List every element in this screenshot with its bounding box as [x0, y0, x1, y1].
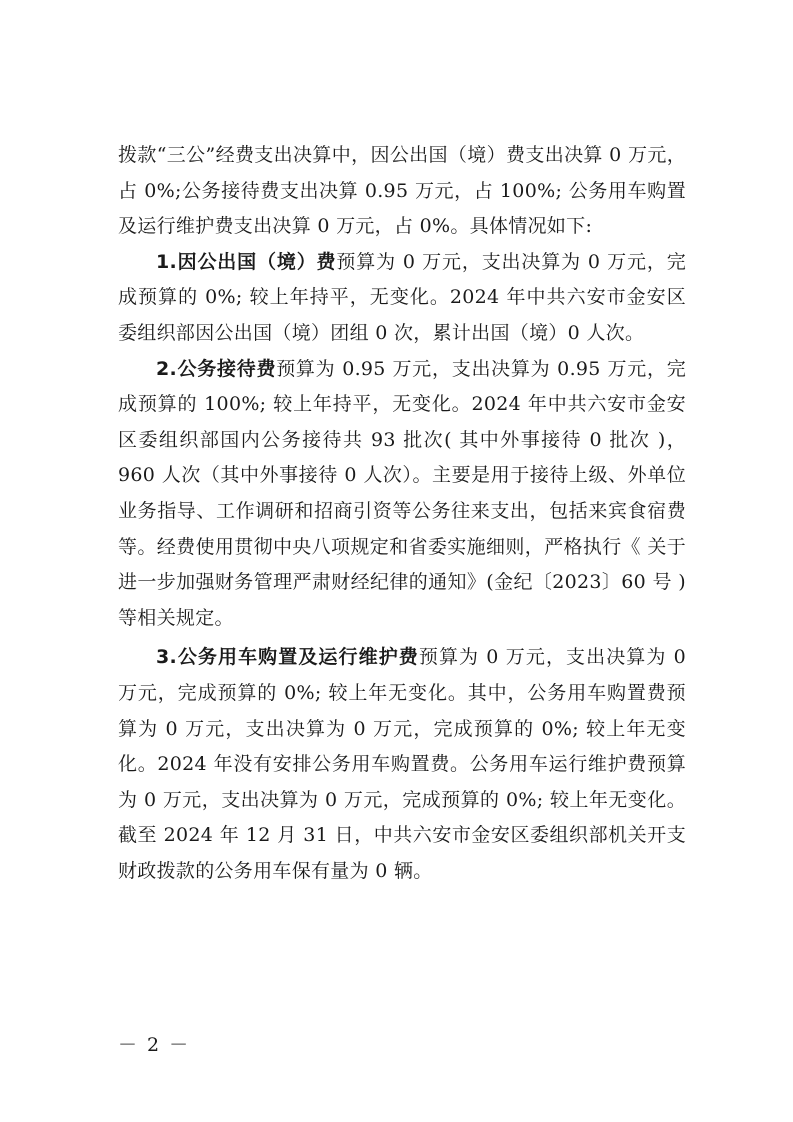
paragraph-vehicles-text: 预算为 0 万元，支出决算为 0 万元，完成预算的 0%; 较上年无变化。其中，公务用车购置费预算为 0 万元，支出决算为 0 万元，完成预算的 0%; 较上年无变化。2024 年没有安排公务用车购置费。公务用车运行维护费预算为 0 万元，支出决算为 0 万元，完成预算的 0%; 较上年无变化。截至 2024 年 12 月 31 日，中共六安市金安区委组织部机关开支财政拨款的公务用车保有量为 0 辆。	[118, 646, 686, 882]
paragraph-intro	[118, 138, 686, 245]
document-body	[118, 138, 686, 889]
paragraph-overseas-travel	[118, 245, 686, 352]
paragraph-overseas-travel-text: 预算为 0 万元，支出决算为 0 万元，完成预算的 0%; 较上年持平，无变化。2024 年中共六安市金安区委组织部因公出国（境）团组 0 次，累计出国（境）0 人次。	[118, 250, 686, 344]
paragraph-vehicles	[118, 640, 686, 889]
paragraph-reception	[118, 352, 686, 637]
heading-vehicles: 3.公务用车购置及运行维护费	[156, 646, 419, 669]
heading-overseas-travel: 1.因公出国（境）费	[156, 250, 337, 273]
heading-reception: 2.公务接待费	[156, 357, 277, 380]
paragraph-intro-text: 拨款“三公”经费支出决算中，因公出国（境）费支出决算 0 万元，占 0%;公务接待费支出决算 0.95 万元，占 100%; 公务用车购置及运行维护费支出决算 0 万元，占 0%。具体情况如下:	[118, 144, 686, 238]
paragraph-reception-text: 预算为 0.95 万元，支出决算为 0.95 万元，完成预算的 100%; 较上年持平，无变化。2024 年中共六安市金安区委组织部国内公务接待共 93 批次( 其中外事接待 0 批次 )，960 人次（其中外事接待 0 人次）。主要是用于接待上级、外单位业务指导、工作调研和招商引资等公务往来支出，包括来宾食宿费等。经费使用贯彻中央八项规定和省委实施细则，严格执行《 关于进一步加强财务管理严肃财经纪律的通知》(金纪〔2023〕60 号 )等相关规定。	[118, 357, 686, 629]
page-number: － 2 －	[118, 1034, 191, 1056]
